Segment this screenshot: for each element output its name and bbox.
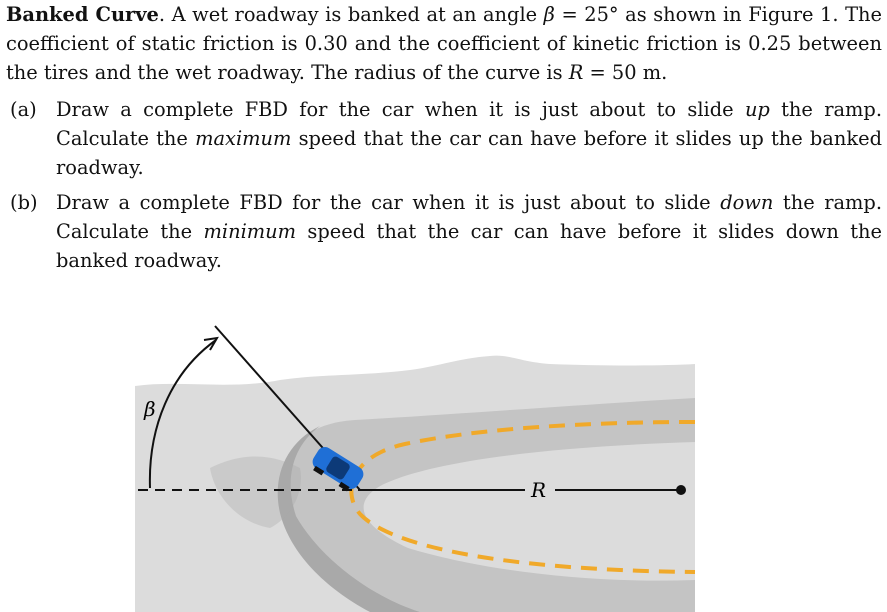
part-emphasis: up: [744, 98, 770, 121]
radius-label: R: [531, 478, 547, 502]
angle-label: β: [144, 397, 156, 421]
part-emphasis: minimum: [203, 220, 297, 243]
part-text: the ramp. Calculate the: [56, 191, 882, 243]
intro-text-1: . A wet roadway is banked at an angle: [158, 3, 544, 26]
angle-symbol: β: [543, 3, 555, 26]
problem-statement: [6, 0, 882, 275]
angle-value: = 25°: [554, 3, 626, 26]
part-text: Draw a complete FBD for the car when it is just about to slide: [56, 191, 721, 214]
part-label: (b): [10, 191, 38, 214]
part-a: [6, 95, 882, 182]
intro-text-2: as shown in Figure 1. The coefficient of static friction is 0.30 and the coefficient of kinetic friction is 0.25 between the tires and the wet roadway. The radius of the curve is: [6, 3, 883, 84]
problem-intro: [6, 0, 882, 87]
banked-curve-figure: [120, 318, 710, 612]
problem-title: Banked Curve: [6, 3, 159, 26]
part-label: (a): [10, 98, 37, 121]
part-text: speed that the car can have before it slides up the banked roadway.: [56, 127, 882, 179]
radius-value: = 50 m.: [583, 61, 668, 84]
parts-list: [6, 95, 882, 275]
radius-symbol: R: [568, 61, 584, 84]
part-text: Draw a complete FBD for the car when it is just about to slide: [56, 98, 745, 121]
part-text: the ramp. Calculate the: [56, 98, 882, 150]
curve-center-dot: [676, 485, 686, 495]
part-text: speed that the car can have before it slides down the banked roadway.: [56, 220, 883, 272]
part-emphasis: maximum: [195, 127, 292, 150]
part-emphasis: down: [720, 191, 774, 214]
part-b: [6, 188, 882, 275]
